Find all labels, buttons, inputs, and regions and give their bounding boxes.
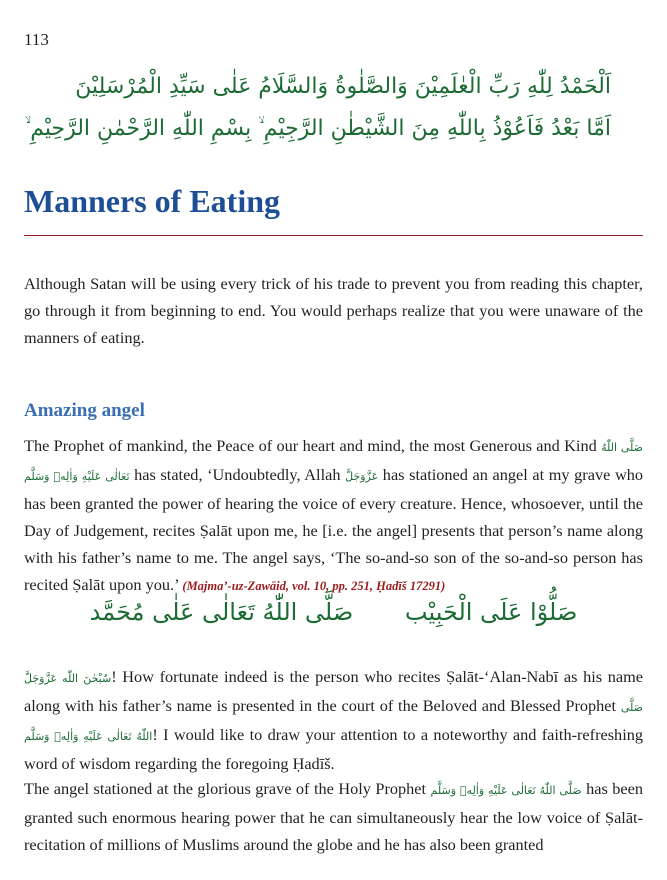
salat-left-phrase: صَلُّوْا عَلَى الْحَبِيْب [404,598,578,626]
prophet-honorific: صَلَّى اللّٰهُ تَعَالٰى عَلَيْهِ وَاٰلِهٖ وَسَلَّم [24,441,644,483]
hadith-text-part-1: The Prophet of mankind, the Peace of our heart and mind, the most Generous and Kind [24,436,597,455]
salat-right-phrase: صَلَّى اللّٰهُ تَعَالٰى عَلٰى مُحَمَّد [89,598,354,626]
hadith-text-part-3: has stationed an angel at my grave who has been granted the power of hearing the voice of every creature. Hence, whosoever, until the Day of Judgement, recites Ṣalāt upon me, he [i.e. the angel] presents that person’s name along with his father’s name to me. The angel says, ‘The so-and-so son of the so-and-so person has recited Ṣalāt upon you.’ [24,465,643,594]
hadith-citation: (Majma’-uz-Zawāid, vol. 10, pp. 251, Ḥadīš 17291) [182,579,446,593]
commentary-paragraph [24,663,643,777]
hadith-text-part-2: has stated, ‘Undoubtedly, Allah [134,465,341,484]
angel-text-part-2: has been granted such enormous hearing power that he can simultaneously hear the low voice of Ṣalāt-recitation of millions of Muslims around the globe and he has also been granted [24,779,644,854]
intro-paragraph: Although Satan will be using every trick of his trade to prevent you from reading this chapter, go through it from beginning to end. You would perhaps realize that you were unaware of the manners of eating. [24,274,643,347]
section-heading: Amazing angel [24,400,145,421]
commentary-text-part-1: ! How fortunate indeed is the person who recites Ṣalāt-‘Alan-Nabī as his name along with his father’s name is presented in the court of the Beloved and Blessed Prophet [24,667,644,715]
subhanallah-honorific: سُبْحٰنَ اللّٰه عَزَّوَجَلَّ [24,672,112,685]
salat-line [0,598,667,626]
prophet-honorific: صَلَّى اللّٰهُ تَعَالٰى عَلَيْهِ وَاٰلِهٖ وَسَلَّم [24,701,643,743]
chapter-title: Manners of Eating [24,183,280,219]
title-divider [24,235,643,236]
angel-text-part-1: The angel stationed at the glorious grave of the Holy Prophet [24,779,427,798]
page-number: 113 [24,30,49,49]
allah-honorific: عَزَّوَجَلَّ [345,470,379,483]
angel-paragraph [24,775,643,858]
arabic-opening-line-2: اَمَّا بَعْدُ فَاَعُوْذُ بِاللّٰهِ مِنَ الشَّيْطٰنِ الرَّجِيْمِ ۙ بِسْمِ اللّٰهِ الرَّحْمٰنِ الرَّحِيْمِ ۙ [24,116,611,141]
prophet-honorific: صَلَّى اللّٰهُ تَعَالٰى عَلَيْهِ وَاٰلِهٖ وَسَلَّم [430,784,582,797]
hadith-paragraph [24,432,643,600]
arabic-opening-line-1: اَلْحَمْدُ لِلّٰهِ رَبِّ الْعٰلَمِيْنَ وَالصَّلٰوةُ وَالسَّلَامُ عَلٰى سَيِّدِ الْمُرْسَلِيْنَ [75,74,611,99]
commentary-text-part-2: ! I would like to draw your attention to a noteworthy and faith-refreshing word of wisdom regarding the foregoing Ḥadīš. [24,725,644,773]
